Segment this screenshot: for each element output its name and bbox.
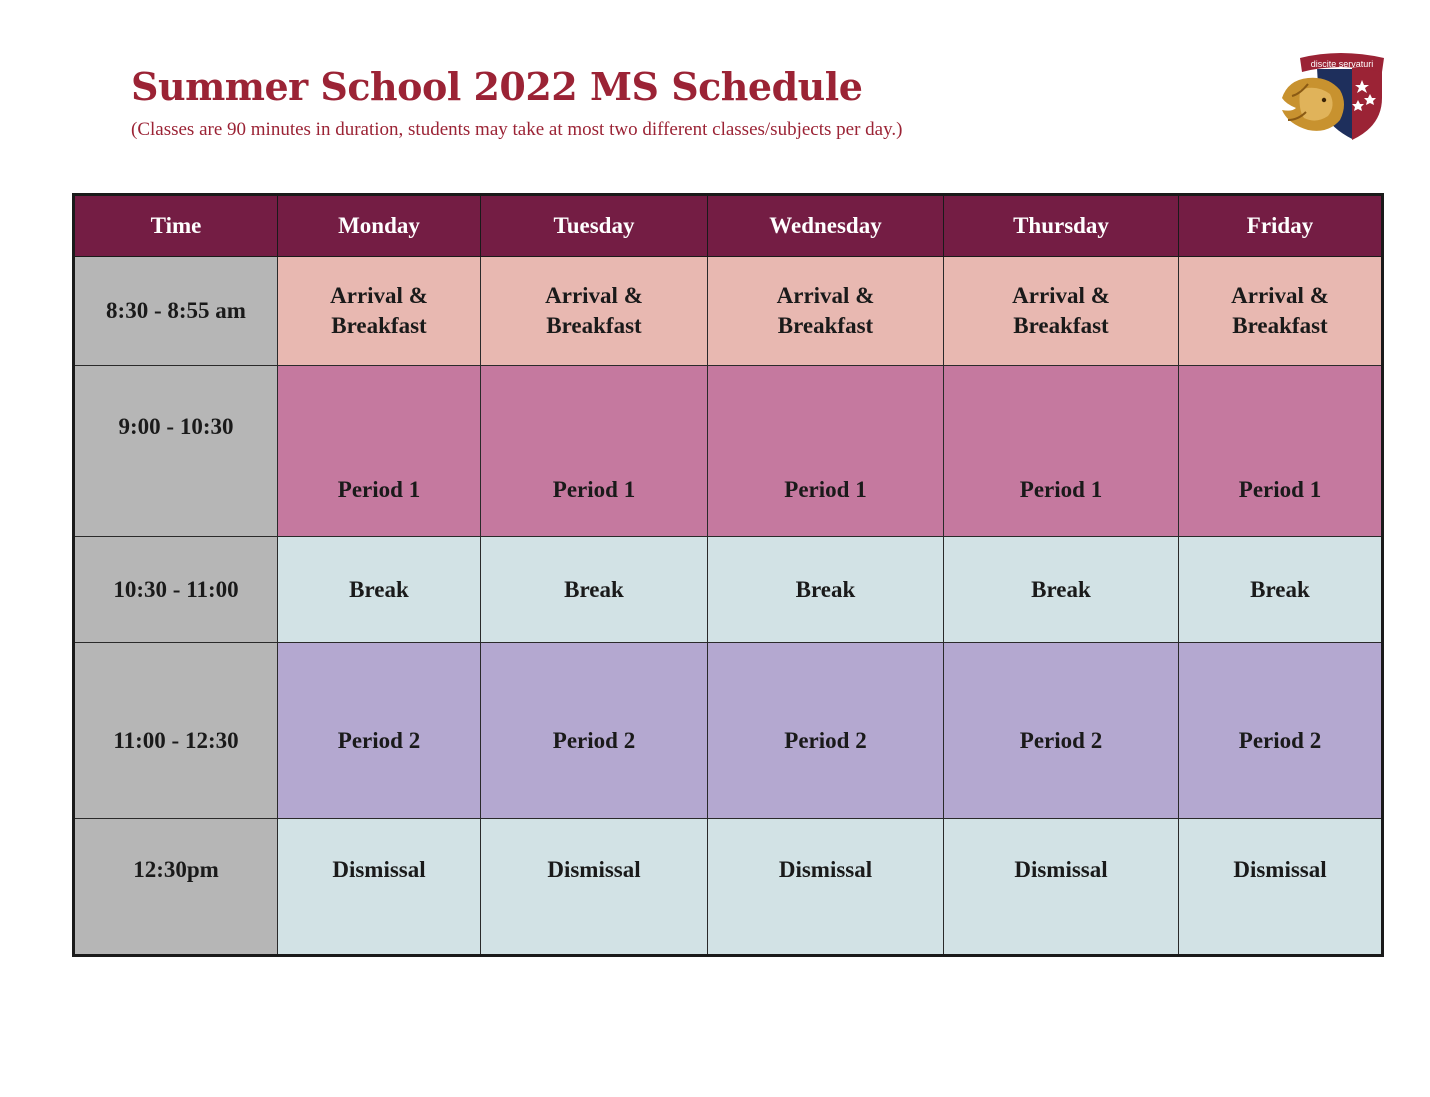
schedule-cell: Break <box>1179 537 1383 643</box>
schedule-cell: Dismissal <box>278 819 481 956</box>
time-cell: 9:00 - 10:30 <box>74 366 278 537</box>
schedule-cell: Period 1 <box>944 366 1179 537</box>
page-title: Summer School 2022 MS Schedule <box>131 64 863 109</box>
table-row <box>74 537 1383 643</box>
cell-line: Breakfast <box>331 313 427 338</box>
cell-line: Arrival & <box>776 283 875 308</box>
page-subtitle: (Classes are 90 minutes in duration, students may take at most two different classes/subjects per day.) <box>131 119 903 140</box>
table-row <box>74 257 1383 366</box>
header-row <box>74 195 1383 257</box>
header-tuesday: Tuesday <box>481 195 708 257</box>
schedule-cell: Period 1 <box>278 366 481 537</box>
school-crest-logo <box>1278 50 1386 142</box>
cell-line: Breakfast <box>1232 313 1328 338</box>
schedule-cell: Period 1 <box>708 366 944 537</box>
schedule-cell <box>944 257 1179 366</box>
schedule-table <box>72 193 1384 957</box>
time-cell: 11:00 - 12:30 <box>74 643 278 819</box>
schedule-cell <box>708 257 944 366</box>
header-friday: Friday <box>1179 195 1383 257</box>
cell-line: Arrival & <box>545 283 643 308</box>
table-row <box>74 819 1383 956</box>
schedule-cell: Dismissal <box>1179 819 1383 956</box>
time-cell: 8:30 - 8:55 am <box>74 257 278 366</box>
header-time: Time <box>74 195 278 257</box>
schedule-cell <box>481 257 708 366</box>
time-cell: 10:30 - 11:00 <box>74 537 278 643</box>
schedule-cell: Period 2 <box>278 643 481 819</box>
schedule-cell: Break <box>278 537 481 643</box>
schedule-cell <box>278 257 481 366</box>
header-wednesday: Wednesday <box>708 195 944 257</box>
schedule-cell: Period 2 <box>481 643 708 819</box>
table-row <box>74 643 1383 819</box>
schedule-cell <box>1179 257 1383 366</box>
cell-line: Arrival & <box>330 283 428 308</box>
cell-line: Arrival & <box>1012 283 1110 308</box>
schedule-cell: Period 2 <box>944 643 1179 819</box>
cell-line: Breakfast <box>1013 313 1109 338</box>
cell-line: Breakfast <box>777 313 874 338</box>
schedule-cell: Dismissal <box>708 819 944 956</box>
logo-motto: discite servaturi <box>1310 59 1374 69</box>
schedule-cell: Dismissal <box>944 819 1179 956</box>
schedule-cell: Period 1 <box>1179 366 1383 537</box>
header-thursday: Thursday <box>944 195 1179 257</box>
schedule-cell: Period 2 <box>1179 643 1383 819</box>
schedule-cell: Break <box>944 537 1179 643</box>
schedule-cell: Break <box>481 537 708 643</box>
table-row <box>74 366 1383 537</box>
schedule-cell: Period 2 <box>708 643 944 819</box>
header-monday: Monday <box>278 195 481 257</box>
schedule-cell: Dismissal <box>481 819 708 956</box>
cell-line: Arrival & <box>1231 283 1329 308</box>
cell-line: Breakfast <box>546 313 642 338</box>
schedule-cell: Period 1 <box>481 366 708 537</box>
time-cell: 12:30pm <box>74 819 278 956</box>
schedule-cell: Break <box>708 537 944 643</box>
